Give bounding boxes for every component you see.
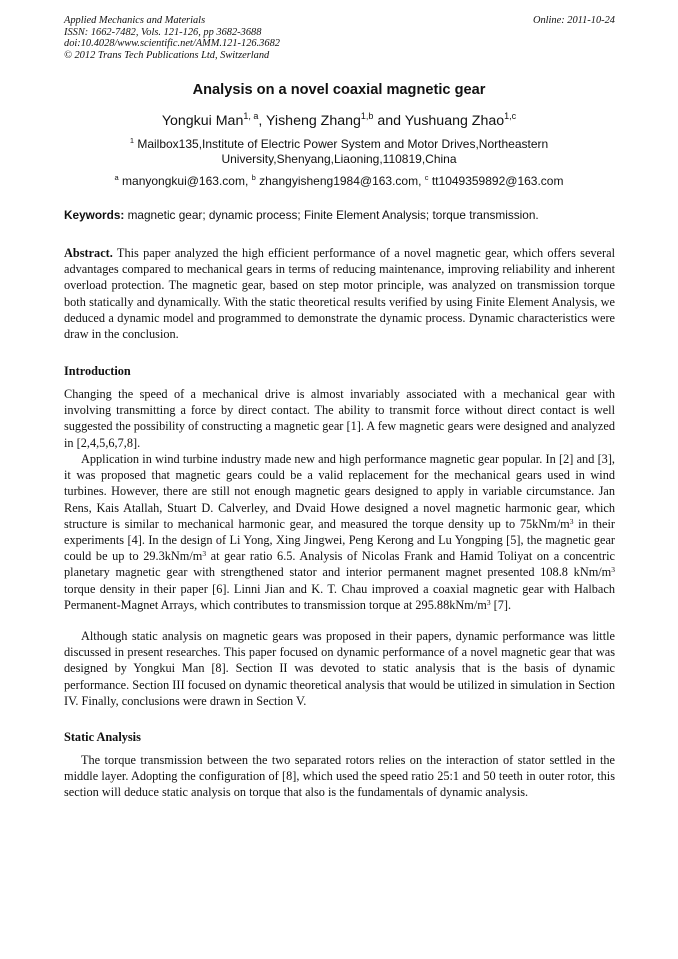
copyright-line: © 2012 Trans Tech Publications Ltd, Switzerland xyxy=(64,49,270,61)
static-analysis-heading: Static Analysis xyxy=(64,730,141,744)
doi-line: doi:10.4028/www.scientific.net/AMM.121-126.3682 xyxy=(64,38,280,49)
email-superscript: c xyxy=(424,173,429,182)
email-address: zhangyisheng1984@163.com, xyxy=(255,174,425,188)
journal-name: Applied Mechanics and Materials xyxy=(64,15,206,26)
email-superscript: b xyxy=(251,173,256,182)
intro-paragraph-2 xyxy=(64,451,615,613)
email-address: tt1049359892@163.com xyxy=(428,174,564,188)
author-superscript: 1,b xyxy=(360,111,374,121)
paragraph-segment: at gear ratio 6.5. Analysis of Nicolas Frank and Hamid Toliyat on a concentric planetary magnetic gear with strengthened stator and interior permanent magnet presented 108.8 kNm/m xyxy=(64,549,616,580)
email-superscript: a xyxy=(114,173,119,182)
static-analysis-paragraph: The torque transmission between the two separated rotors relies on the interaction of stator settled in the middle layer. Adopting the configuration of [8], which used the speed ratio 25:1 and 50 teeth in outer rotor, this section will deduce static analysis on torque that also is the fundamentals of dynamic analysis. xyxy=(64,753,615,800)
author-superscript: 1,c xyxy=(504,111,517,121)
paper-title: Analysis on a novel coaxial magnetic gear xyxy=(192,82,486,98)
paragraph-segment: [7]. xyxy=(490,597,512,612)
author-separator: and xyxy=(373,113,405,129)
keywords xyxy=(64,208,615,222)
unit-superscript: 3 xyxy=(486,597,491,607)
journal-header xyxy=(64,15,615,61)
author-list xyxy=(0,113,678,129)
affiliation xyxy=(0,137,678,167)
affiliation-superscript: 1 xyxy=(129,136,134,145)
keywords-label: Keywords: xyxy=(64,208,125,222)
affiliation-line: University,Shenyang,Liaoning,110819,China xyxy=(221,152,457,166)
unit-superscript: 3 xyxy=(202,549,207,559)
author-superscript: 1, a xyxy=(243,111,259,121)
abstract-label: Abstract. xyxy=(64,246,113,260)
paragraph-segment: Application in wind turbine industry made new and high performance magnetic gear popular. In [2] and [3], it was proposed that magnetic gears could be a valid replacement for the mechanical gears used in wind turbines. However, there are still not enough magnetic gears designed to apply in variable circumstance. Jan Rens, Kais Atallah, Stuart D. Calverley, and Dvaid Howe designed a novel magnetic harmonic gear, which structure is similar to mechanical harmonic gear, and measured the torque density up to 75kNm/m xyxy=(64,452,615,531)
intro-paragraph-3: Although static analysis on magnetic gears was proposed in their papers, dynamic performance was little discussed in present researches. This paper focused on dynamic performance of a novel magnetic gear that was designed by Yongkui Man [8]. Section II was devoted to static analysis that is the basis of dynamic performance. Section III focused on dynamic theoretical analysis that would be utilized in simulation in Section IV. Finally, conclusions were drawn in Section V. xyxy=(64,629,615,708)
author-emails xyxy=(0,174,678,188)
issn-line: ISSN: 1662-7482, Vols. 121-126, pp 3682-3688 xyxy=(64,26,262,38)
intro-paragraph-1: Changing the speed of a mechanical drive is almost invariably associated with a mechanical gear with involving transmitting a force by direct contact. The ability to transmit force without direct contact is well suggested the possibility of constructing a magnetic gear [1]. A few magnetic gears were designed and analyzed in [2,4,5,6,7,8]. xyxy=(64,387,615,450)
abstract-text: This paper analyzed the high efficient performance of a novel magnetic gear, which offers several advantages compared to mechanical gears in terms of reducing maintenance, improving reliability and inherent overload protection. The magnetic gear, based on step motor principle, was analyzed on transmission torque both statically and dynamically. With the static theoretical results verified by using Finite Element Analysis, we deduced a dynamic model and programmed to demonstrate the dynamic process. Dynamic characteristics were draw in the conclusion. xyxy=(64,246,615,342)
author-name: Yisheng Zhang xyxy=(266,113,361,129)
affiliation-line: Mailbox135,Institute of Electric Power System and Motor Drives,Northeastern xyxy=(134,137,549,151)
online-date: Online: 2011-10-24 xyxy=(532,15,615,26)
author-name: Yushuang Zhao xyxy=(404,113,505,129)
unit-superscript: 3 xyxy=(569,516,574,526)
paragraph-segment: in their experiments [4]. In the design of Li Yong, Xing Jingwei, Peng Kerong and Lu Yongping [5], the magnetic gear could be up to 29.3kNm/m xyxy=(64,516,615,564)
paragraph-segment: torque density in their paper [6]. Linni Jian and K. T. Chau improved a coaxial magnetic gear with Halbach Permanent-Magnet Arrays, which contributes to transmission torque at 295.88kNm/m xyxy=(64,581,615,612)
author-separator: , xyxy=(258,113,266,129)
author-name: Yongkui Man xyxy=(161,113,244,129)
unit-superscript: 3 xyxy=(611,565,615,575)
email-address: manyongkui@163.com, xyxy=(118,174,252,188)
keywords-text: magnetic gear; dynamic process; Finite Element Analysis; torque transmission. xyxy=(124,208,539,222)
introduction-heading: Introduction xyxy=(64,364,131,378)
abstract xyxy=(64,245,615,342)
